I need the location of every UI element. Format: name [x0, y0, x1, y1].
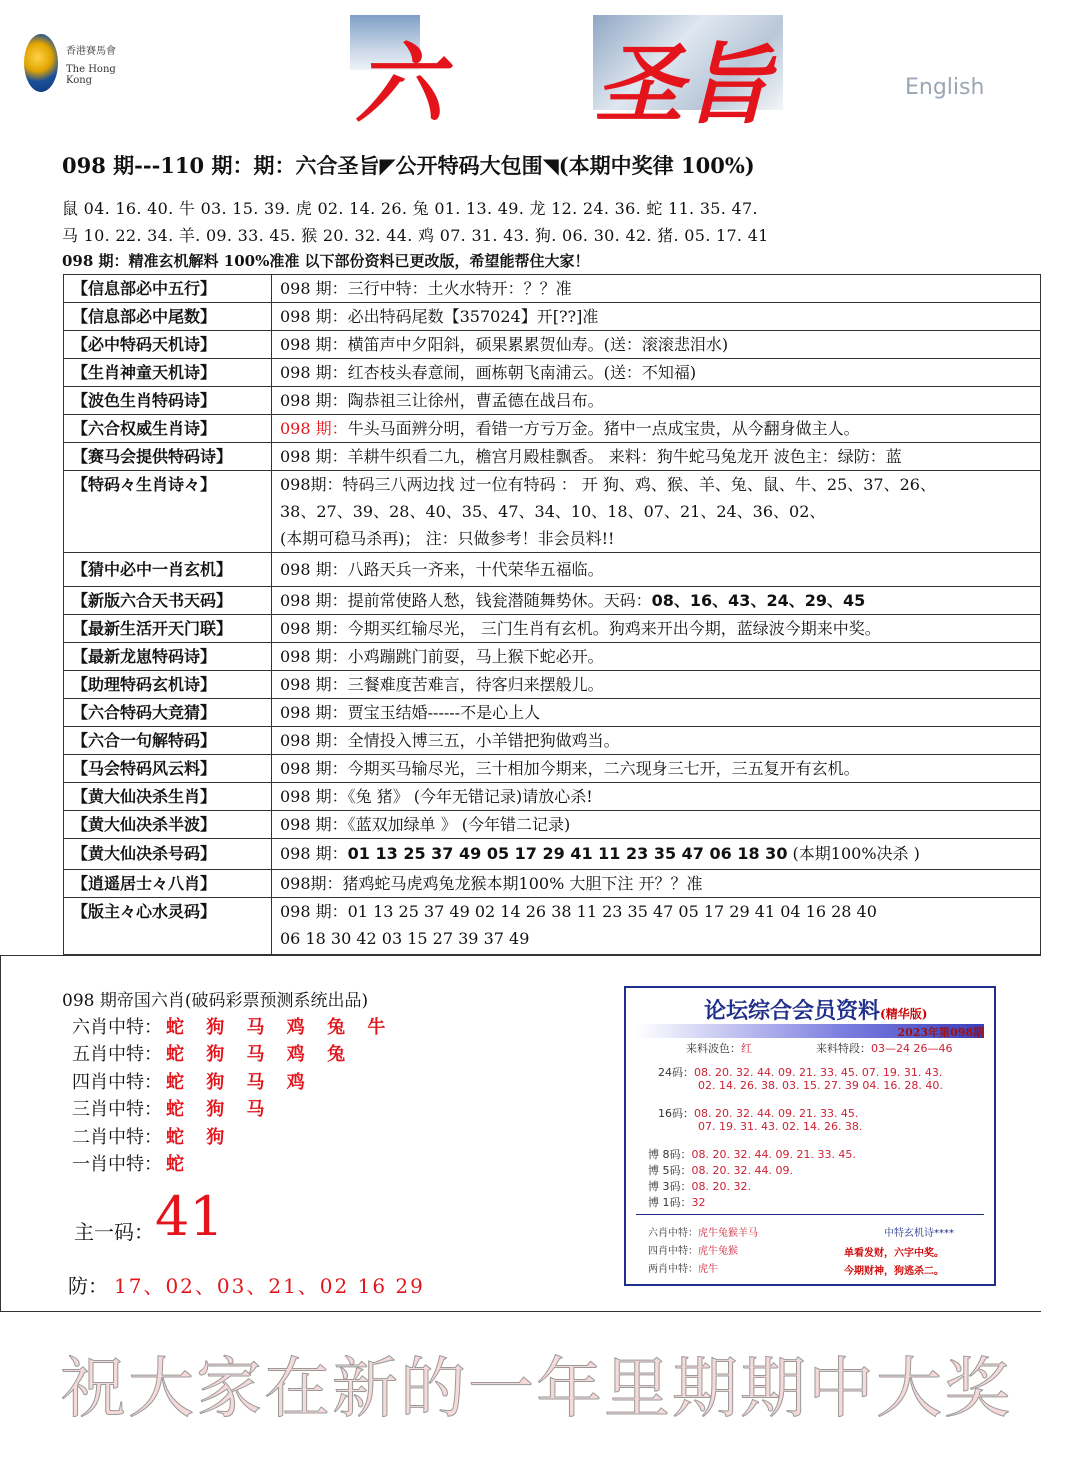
main-number-label: 主一码： — [74, 1220, 154, 1244]
row-line: 38、27、39、28、40、35、47、34、10、18、07、21、24、36、02、 — [280, 502, 826, 521]
row-line: (本期可稳马杀再)； 注：只做参考！非会员料!! — [280, 529, 615, 548]
six-zodiac-row — [72, 1123, 232, 1149]
six-label: 二肖中特： — [72, 1127, 162, 1148]
row-label: 【猜中必中一肖玄机】 — [64, 553, 272, 587]
row-line: 098 期：01 13 25 37 49 02 14 26 38 11 23 35 47 05 17 29 41 04 16 28 40 — [280, 902, 877, 921]
table-row — [64, 727, 1041, 755]
card-wave — [686, 1040, 752, 1056]
info-table — [63, 274, 1041, 955]
card-code-row — [648, 1178, 751, 1194]
six-label: 六肖中特： — [72, 1017, 162, 1038]
row-value: 098期：猪鸡蛇马虎鸡兔龙猴本期100% 大胆下注 开？？准 — [272, 870, 1041, 898]
logo-text-cn: 香港賽馬會 — [66, 46, 116, 57]
card-bottom-label: 六肖中特： — [648, 1228, 698, 1239]
row-prefix: 098 期： — [280, 419, 348, 438]
table-row — [64, 303, 1041, 331]
row-label: 【生肖神童天机诗】 — [64, 359, 272, 387]
table-row — [64, 898, 1041, 955]
six-label: 一肖中特： — [72, 1154, 162, 1175]
card-bottom-value: 虎牛 — [698, 1264, 718, 1275]
row-value: 098 期：必出特码尾数【357024】开[??]准 — [272, 303, 1041, 331]
row-value: 098 期：三餐难度苦难言，待客归来摆般儿。 — [272, 671, 1041, 699]
defense-label: 防： — [68, 1274, 108, 1298]
table-row — [64, 870, 1041, 898]
row-value: 098 期：全情投入博三五，小羊错把狗做鸡当。 — [272, 727, 1041, 755]
row-label: 【六合一句解特码】 — [64, 727, 272, 755]
card-bottom-label: 两肖中特： — [648, 1264, 698, 1275]
row-value: 098 期：横笛声中夕阳斜，硕果累累贺仙寿。(送：滚滚悲泪水) — [272, 331, 1041, 359]
zodiac-line-1: 鼠 04. 16. 40. 牛 03. 15. 39. 虎 02. 14. 26. 兔 01. 13. 49. 龙 12. 24. 36. 蛇 11. 35. 47. — [62, 199, 758, 218]
member-card — [624, 986, 996, 1286]
six-label: 三肖中特： — [72, 1099, 162, 1120]
six-label: 四肖中特： — [72, 1072, 162, 1093]
row-suffix: (本期100%决杀 ) — [787, 844, 920, 863]
zodiac-line-2: 马 10. 22. 34. 羊. 09. 33. 45. 猴 20. 32. 44. 鸡 07. 31. 43. 狗. 06. 30. 42. 猪. 05. 17. 41 — [62, 226, 769, 245]
row-label: 【必中特码天机诗】 — [64, 331, 272, 359]
table-row — [64, 643, 1041, 671]
card-title-text: 论坛综合会员资料 — [704, 998, 881, 1024]
defense-value: 17、02、03、21、02 16 29 — [114, 1274, 425, 1298]
row-value: 098 期：今期买马输尽光，三十相加今期来，二六现身三七开，三五复开有玄机。 — [272, 755, 1041, 783]
divider — [0, 955, 1, 1311]
row-value: 098 期：贾宝玉结婚------不是心上人 — [272, 699, 1041, 727]
card-code-row — [648, 1146, 856, 1162]
table-row — [64, 839, 1041, 870]
six-zodiac-row — [72, 1040, 353, 1066]
table-row — [64, 415, 1041, 443]
six-zodiac-row — [72, 1150, 192, 1176]
six-value: 蛇 — [166, 1154, 192, 1175]
card-period: 2023年第098期 — [897, 1026, 984, 1039]
six-value: 蛇 狗 马 鸡 — [166, 1072, 313, 1093]
card-special — [816, 1040, 953, 1056]
card-poem-line: 今期财神，狗逃杀二。 — [844, 1266, 944, 1277]
card-poem-line: 单看发财，六字中奖。 — [844, 1248, 944, 1259]
card-bottom-row — [648, 1224, 758, 1239]
footer-wish: 祝大家在新的一年里期期中大奖 — [60, 1350, 1012, 1427]
table-row — [64, 755, 1041, 783]
card-code-row — [698, 1079, 943, 1092]
row-label: 【黄大仙决杀半波】 — [64, 811, 272, 839]
six-zodiac-title: 098 期帝国六肖(破码彩票预测系统出品) — [62, 991, 369, 1011]
table-row — [64, 811, 1041, 839]
six-label: 五肖中特： — [72, 1044, 162, 1065]
row-label: 【版主々心水灵码】 — [64, 898, 272, 955]
table-row — [64, 699, 1041, 727]
note-line: 098 期：精准玄机解料 100%准准 以下部份资料已更改版，希望能帮住大家！ — [62, 252, 590, 270]
row-label: 【最新生活开天门联】 — [64, 615, 272, 643]
six-value: 蛇 狗 马 鸡 兔 牛 — [166, 1017, 394, 1038]
row-label: 【赛马会提供特码诗】 — [64, 443, 272, 471]
table-row — [64, 275, 1041, 303]
six-zodiac-row — [72, 1095, 273, 1121]
row-value: 098 期：今期买红输尽光， 三门生肖有玄机。狗鸡来开出今期，蓝绿波今期来中奖。 — [272, 615, 1041, 643]
card-bottom-row — [648, 1260, 718, 1275]
card-code-row — [648, 1194, 706, 1210]
card-wave-label: 来料波色： — [686, 1042, 741, 1055]
table-row — [64, 443, 1041, 471]
card-code-row — [658, 1105, 858, 1121]
english-link[interactable]: English — [905, 75, 985, 100]
banner-title-left: 六 — [355, 32, 444, 136]
headline: 098 期---110 期：期：六合圣旨◤公开特码大包围◥(本期中奖律 100%) — [62, 153, 755, 178]
card-title — [704, 994, 927, 1025]
table-row — [64, 783, 1041, 811]
row-label: 【六合权威生肖诗】 — [64, 415, 272, 443]
card-wave-value: 红 — [741, 1042, 752, 1055]
row-line: 098期：特码三八两边找 过一位有特码 ： 开 狗、鸡、猴、羊、兔、鼠、牛、25、37、26、 — [280, 475, 936, 494]
card-bottom-label: 四肖中特： — [648, 1246, 698, 1257]
row-value: 098 期：三行中特：土火水特开：？？准 — [272, 275, 1041, 303]
table-row — [64, 615, 1041, 643]
divider — [0, 1311, 1041, 1312]
card-special-label: 来料特段： — [816, 1042, 871, 1055]
row-label: 【最新龙崽特码诗】 — [64, 643, 272, 671]
card-code-value: 08. 20. 32. 44. 09. 21. 33. 45. — [694, 1107, 859, 1120]
defense-line — [68, 1270, 425, 1299]
row-label: 【信息部必中五行】 — [64, 275, 272, 303]
row-value — [272, 415, 1041, 443]
divider — [0, 955, 1041, 956]
card-special-value: 03—24 26—46 — [871, 1042, 953, 1055]
banner-title-right: 圣旨 — [595, 32, 772, 136]
card-code-label: 博 5码： — [648, 1164, 692, 1177]
row-label: 【黄大仙决杀号码】 — [64, 839, 272, 870]
row-label: 【信息部必中尾数】 — [64, 303, 272, 331]
logo-text-en: The Hong Kong — [66, 64, 116, 86]
row-text: 098 期：提前常使路人愁，钱瓮潜随舞势休。天码： — [280, 591, 652, 610]
row-value — [272, 839, 1041, 870]
card-edition: (精华版) — [880, 1007, 928, 1021]
six-value: 蛇 狗 马 — [166, 1099, 273, 1120]
card-code-value: 32 — [691, 1196, 706, 1209]
card-code-label: 16码： — [658, 1107, 694, 1120]
row-text: 098 期： — [280, 844, 348, 863]
row-value: 098 期：陶恭祖三让徐州，曹孟德在战吕布。 — [272, 387, 1041, 415]
card-code-row — [658, 1064, 942, 1080]
table-row — [64, 359, 1041, 387]
card-divider — [636, 1214, 984, 1215]
logo — [20, 30, 130, 100]
row-value: 098 期：小鸡蹦跳门前耍，马上猴下蛇必开。 — [272, 643, 1041, 671]
row-label: 【特码々生肖诗々】 — [64, 471, 272, 553]
table-row — [64, 331, 1041, 359]
row-label: 【助理特码玄机诗】 — [64, 671, 272, 699]
six-value: 蛇 狗 马 鸡 兔 — [166, 1044, 354, 1065]
table-row — [64, 671, 1041, 699]
card-bottom-row — [648, 1242, 738, 1257]
row-label: 【六合特码大竞猜】 — [64, 699, 272, 727]
row-label: 【黄大仙决杀生肖】 — [64, 783, 272, 811]
row-label: 【逍遥居士々八肖】 — [64, 870, 272, 898]
row-value: 098 期：红杏枝头春意闹，画栋朝飞南浦云。(送：不知福) — [272, 359, 1041, 387]
row-value: 098 期：《兔 猪》 (今年无错记录)请放心杀! — [272, 783, 1041, 811]
six-zodiac-row — [72, 1013, 393, 1039]
card-code-value: 07. 19. 31. 43. 02. 14. 26. 38. — [698, 1120, 863, 1133]
card-bottom-value: 虎牛兔猴 — [698, 1246, 738, 1257]
card-bottom-value: 虎牛兔猴羊马 — [698, 1228, 758, 1239]
card-code-label: 博 3码： — [648, 1180, 692, 1193]
card-code-row — [698, 1120, 862, 1133]
six-zodiac-row — [72, 1068, 313, 1094]
six-value: 蛇 狗 — [166, 1127, 233, 1148]
card-code-value: 08. 20. 32. 44. 09. 21. 33. 45. — [691, 1148, 856, 1161]
table-row — [64, 553, 1041, 587]
card-code-label: 博 8码： — [648, 1148, 692, 1161]
row-value — [272, 587, 1041, 615]
card-code-value: 08. 20. 32. 44. 09. — [691, 1164, 793, 1177]
card-code-value: 02. 14. 26. 38. 03. 15. 27. 39 04. 16. 28. 40. — [698, 1079, 943, 1092]
row-label: 【波色生肖特码诗】 — [64, 387, 272, 415]
card-code-row — [648, 1162, 793, 1178]
row-value — [272, 471, 1041, 553]
row-strong: 01 13 25 37 49 05 17 29 41 11 23 35 47 06 18 30 — [347, 844, 788, 863]
row-value — [272, 898, 1041, 955]
row-label: 【马会特码风云料】 — [64, 755, 272, 783]
row-strong: 08、16、43、24、29、45 — [651, 591, 866, 610]
main-number: 41 — [155, 1185, 224, 1248]
row-value: 098 期：羊耕牛织看二九，檐宫月殿桂飘香。 来料：狗牛蛇马兔龙开 波色主：绿防：蓝 — [272, 443, 1041, 471]
card-code-label: 博 1码： — [648, 1196, 692, 1209]
table-row — [64, 387, 1041, 415]
card-code-value: 08. 20. 32. 44. 09. 21. 33. 45. 07. 19. 31. 43. — [694, 1066, 943, 1079]
row-value: 098 期：八路天兵一齐来，十代荣华五福临。 — [272, 553, 1041, 587]
table-row — [64, 587, 1041, 615]
card-code-value: 08. 20. 32. — [691, 1180, 751, 1193]
row-label: 【新版六合天书天码】 — [64, 587, 272, 615]
card-code-label: 24码： — [658, 1066, 694, 1079]
row-value: 098 期：《蓝双加绿单 》 (今年错二记录) — [272, 811, 1041, 839]
row-text: 牛头马面辨分明，看错一方亏万金。猪中一点成宝贵，从今翻身做主人。 — [347, 419, 860, 438]
row-line: 06 18 30 42 03 15 27 39 37 49 — [280, 929, 530, 948]
table-row — [64, 471, 1041, 553]
logo-emblem-icon — [24, 34, 58, 92]
card-poem-title: 中特玄机诗**** — [884, 1228, 954, 1239]
